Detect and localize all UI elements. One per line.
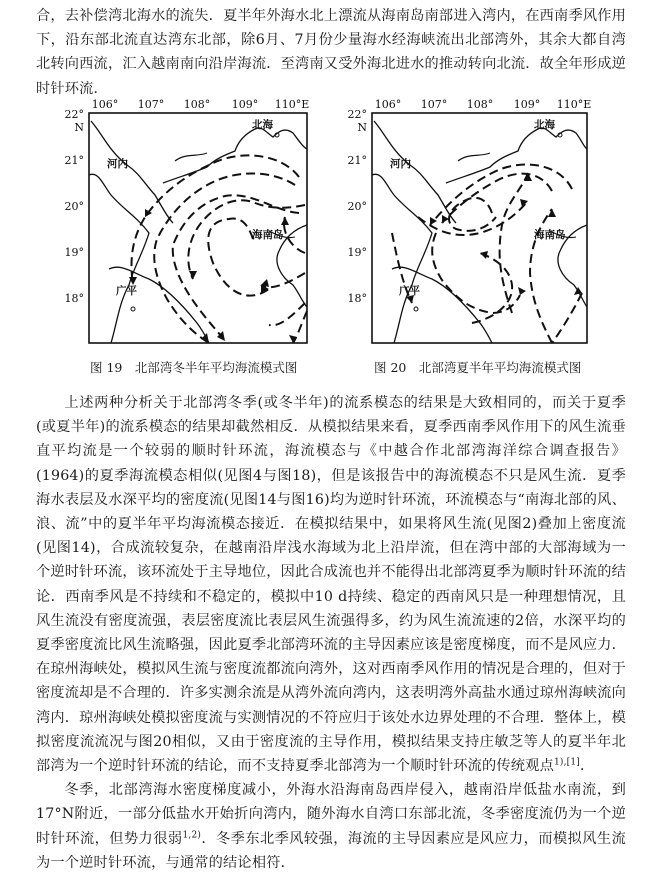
lon-tick: 107° bbox=[420, 98, 448, 111]
lat-tick: 18° bbox=[347, 292, 367, 305]
lon-tick: 108° bbox=[466, 98, 494, 111]
place-hanoi: 河内 bbox=[107, 158, 128, 170]
lon-tick: 110°E bbox=[274, 98, 310, 111]
lat-tick: 20° bbox=[347, 200, 367, 213]
coastline bbox=[89, 174, 149, 343]
lon-tick: 106° bbox=[91, 98, 119, 111]
top-paragraph bbox=[36, 4, 626, 101]
lat-tick: 20° bbox=[64, 200, 84, 213]
body-paragraph-2-end: ．冬季东北季风较强，海流的主导因素应是风应力，而模拟风生流为一个逆时针环流，与通常的结论相符． bbox=[36, 830, 626, 871]
figure-20-caption: 图 20 北部湾夏半年平均海流模式图 bbox=[374, 360, 582, 375]
lon-tick: 109° bbox=[513, 98, 541, 111]
lat-tick: 21° bbox=[347, 154, 367, 167]
city-marker-guangping bbox=[131, 307, 135, 311]
top-paragraph-text: 合，去补偿湾北海水的流失．夏半年外海水北上漂流从海南岛南部进入湾内，在西南季风作用下，沿东部北流直达湾东北部，除6月、7月份少量海水经海峡流出北部湾外，其余大都自湾北转向西流，汇入越南南向沿岸海流．至湾南又受外海北进水的推动转向北流．故全年形成逆时针环流． bbox=[36, 8, 626, 97]
coastline bbox=[91, 121, 173, 223]
body-text bbox=[36, 391, 626, 875]
lat-unit: N bbox=[74, 121, 84, 134]
lat-unit: N bbox=[357, 121, 367, 134]
figure-19-caption: 图 19 北部湾冬半年平均海流模式图 bbox=[90, 360, 298, 375]
lon-tick: 110°E bbox=[556, 98, 592, 111]
citation: 1),[1] bbox=[553, 757, 580, 768]
lon-tick: 109° bbox=[231, 98, 259, 111]
place-beihai: 北海 bbox=[252, 119, 273, 131]
place-hanoi: 河内 bbox=[390, 158, 411, 170]
lon-tick: 108° bbox=[183, 98, 211, 111]
coastline bbox=[372, 174, 432, 343]
place-beihai: 北海 bbox=[534, 119, 555, 131]
body-paragraph-1-text: 上述两种分析关于北部湾冬季(或冬半年)的流系模态的结果是大致相同的，而关于夏季(或夏半年)的流系模态的结果却截然相反．从模拟结果来看，夏季西南季风作用下的风生流垂直平均流是一个较弱的顺时针环流，海流模态与《中越合作北部湾海洋综合调查报告》(1964)的夏季海流模态相似(见图4与图18)，但是该报告中的海流模态不只是风生流．夏季海水表层及水深平均的密度流(见图14与图16)均为逆时针环流，环流模态与“南海北部的风、浪、流”中的夏半年平均海流模态接近．在模拟结果中，如果将风生流(见图2)叠加上密度流(见图14)，合成流较复杂，在越南沿岸浅水海域为北上沿岸流，但在湾中部的大部海域为一个逆时针环流，该环流处于主导地位，因此合成流也并不能得出北部湾夏季为顺时针环流的结论．西南季风是不持续和不稳定的，模拟中10 d持续、稳定的西南风只是一种理想情况，且风生流没有密度流强，表层密度流比表层风生流强得多，约为风生流流速的2倍，水深平均的夏季密度流比风生流略强，因此夏季北部湾环流的主导因素应该是密度梯度，而不是风应力．在琼州海峡处，模拟风生流与密度流都流向湾外，这对西南季风作用的情况是合理的，但对于密度流却是不合理的．许多实测余流是从湾外流向湾内，这表明湾外高盐水通过琼州海峡流向湾内．琼州海峡处模拟密度流与实测情况的不符应归于该处水边界处理的不合理．整体上，模拟密度流流况与图20相似，又由于密度流的主导作用，模拟结果支持庄敏芝等人的夏半年北部湾为一个逆时针环流的结论，而不支持夏季北部湾为一个顺时针环流的传统观点 bbox=[36, 395, 626, 775]
figure-19 bbox=[40, 96, 320, 351]
body-paragraph-2-text: 冬季，北部湾海水密度梯度减小，外海水沿海南岛西岸侵入，越南沿岸低盐水南流，到17°N附近，一部分低盐水开始折向湾内，随外海水自湾口东部北流，冬季密度流仍为一个逆时针环流，但势力很弱 bbox=[36, 782, 626, 847]
lat-tick: 18° bbox=[64, 292, 84, 305]
city-marker-guangping bbox=[414, 307, 418, 311]
place-guangping: 广平 bbox=[399, 285, 420, 297]
place-guangping: 广平 bbox=[116, 285, 137, 297]
lat-tick: 19° bbox=[347, 246, 367, 259]
river bbox=[458, 153, 490, 161]
lat-tick: 19° bbox=[64, 246, 84, 259]
citation: 1,2) bbox=[182, 829, 202, 840]
lat-tick: 22° bbox=[347, 108, 367, 121]
body-paragraph-1-end: ． bbox=[580, 758, 595, 775]
place-hainan: 海南岛 bbox=[534, 229, 566, 241]
current-streamlines bbox=[132, 155, 308, 343]
lat-tick: 22° bbox=[64, 108, 84, 121]
map-frame bbox=[372, 113, 587, 343]
lat-tick: 21° bbox=[64, 154, 84, 167]
coastline bbox=[374, 121, 456, 223]
lon-tick: 106° bbox=[374, 98, 402, 111]
lon-tick: 107° bbox=[137, 98, 165, 111]
place-hainan: 海南岛 bbox=[252, 229, 284, 241]
figure-20-map bbox=[322, 96, 612, 351]
figure-19-map bbox=[40, 96, 320, 351]
figure-20 bbox=[322, 96, 612, 351]
river bbox=[175, 153, 207, 161]
body-paragraph-2 bbox=[36, 778, 626, 875]
body-paragraph-1 bbox=[36, 391, 626, 778]
